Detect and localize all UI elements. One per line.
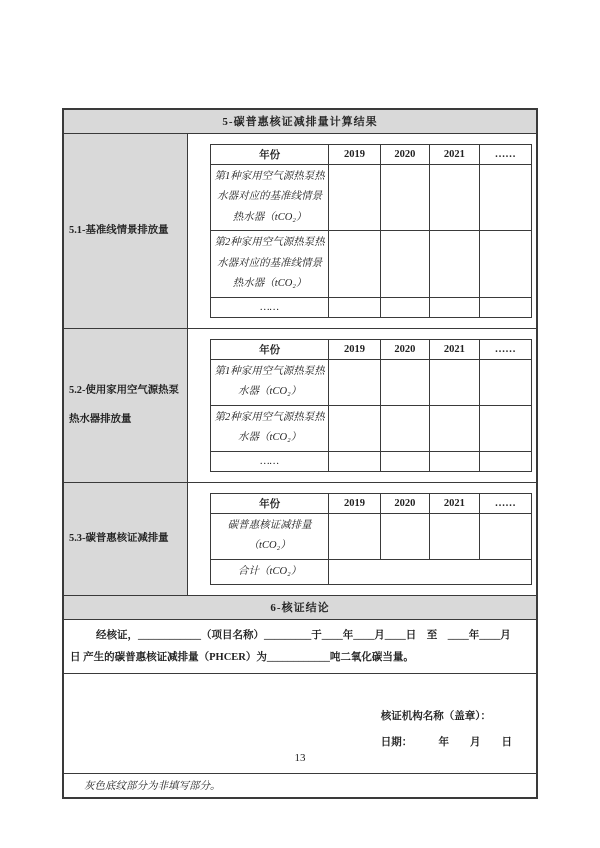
verification-conclusion — [64, 620, 536, 674]
verified-reductions-table — [210, 493, 532, 585]
table-row — [211, 405, 532, 451]
section6-title-bar: 6-核证结论 — [64, 596, 536, 620]
year-header-cell: 年份 — [211, 493, 329, 513]
value-cell[interactable] — [329, 405, 380, 451]
section-5-1 — [64, 134, 536, 329]
value-cell[interactable] — [329, 231, 380, 297]
verification-form-table — [62, 108, 538, 799]
year-2020-cell: 2020 — [380, 145, 429, 165]
value-cell[interactable] — [430, 297, 479, 317]
value-cell[interactable] — [329, 359, 380, 405]
row-label: 碳普惠核证减排量（tCO₂） — [211, 513, 329, 559]
table-row — [211, 559, 532, 584]
section-5-2-label-text: 5.2-使用家用空气源热泵热水器排放量 — [69, 385, 179, 426]
page-number: 13 — [294, 752, 306, 764]
section-5-3 — [64, 483, 536, 596]
year-more-cell: …… — [479, 493, 531, 513]
value-cell[interactable] — [430, 513, 479, 559]
date-label: 日期： 年 月 日 — [380, 737, 512, 749]
conclusion-line-2: 日 产生的碳普惠核证减排量（PHCER）为____________吨二氧化碳当量。 — [70, 652, 414, 664]
row-label-ellipsis: …… — [211, 451, 329, 471]
value-cell[interactable] — [479, 297, 531, 317]
row-label: 第2种家用空气源热泵热水器对应的基准线情景热水器（tCO₂） — [211, 231, 329, 297]
value-cell[interactable] — [380, 165, 429, 231]
year-more-cell: …… — [479, 145, 531, 165]
value-cell[interactable] — [380, 231, 429, 297]
total-value-cell[interactable] — [329, 559, 532, 584]
year-2019-cell: 2019 — [329, 145, 380, 165]
year-2021-cell: 2021 — [430, 145, 479, 165]
value-cell[interactable] — [479, 451, 531, 471]
value-cell[interactable] — [479, 359, 531, 405]
value-cell[interactable] — [380, 297, 429, 317]
value-cell[interactable] — [380, 405, 429, 451]
year-2021-cell: 2021 — [430, 493, 479, 513]
value-cell[interactable] — [430, 231, 479, 297]
shaded-area-note: 灰色底纹部分为非填写部分。 — [84, 781, 221, 793]
section-5-2 — [64, 329, 536, 483]
table-header-row — [211, 339, 532, 359]
section-5-3-label — [64, 483, 188, 595]
section-5-2-label — [64, 329, 188, 482]
value-cell[interactable] — [380, 359, 429, 405]
total-row-label: 合计（tCO₂） — [211, 559, 329, 584]
section-5-3-content — [188, 483, 536, 595]
value-cell[interactable] — [430, 451, 479, 471]
section-5-1-label — [64, 134, 188, 328]
year-2020-cell: 2020 — [380, 493, 429, 513]
row-label: 第1种家用空气源热泵热水器对应的基准线情景热水器（tCO₂） — [211, 165, 329, 231]
year-2021-cell: 2021 — [430, 339, 479, 359]
table-header-row — [211, 493, 532, 513]
value-cell[interactable] — [430, 165, 479, 231]
section-5-1-label-text: 5.1-基准线情景排放量 — [69, 225, 169, 237]
value-cell[interactable] — [329, 297, 380, 317]
year-header-cell: 年份 — [211, 145, 329, 165]
value-cell[interactable] — [479, 513, 531, 559]
value-cell[interactable] — [329, 513, 380, 559]
value-cell[interactable] — [329, 165, 380, 231]
section-5-2-content — [188, 329, 536, 482]
baseline-emissions-table — [210, 144, 532, 318]
table-header-row — [211, 145, 532, 165]
table-row — [211, 165, 532, 231]
signature-block — [381, 704, 512, 756]
row-label: 第2种家用空气源热泵热水器（tCO₂） — [211, 405, 329, 451]
year-2019-cell: 2019 — [329, 339, 380, 359]
value-cell[interactable] — [430, 405, 479, 451]
table-row — [211, 359, 532, 405]
section5-title-bar: 5-碳普惠核证减排量计算结果 — [64, 110, 536, 134]
project-emissions-table — [210, 339, 532, 472]
value-cell[interactable] — [329, 451, 380, 471]
conclusion-line-1: 经核证，____________（项目名称）_________于____年____月____日 至 ____年____月 — [96, 630, 511, 642]
table-row — [211, 297, 532, 317]
value-cell[interactable] — [380, 513, 429, 559]
value-cell[interactable] — [430, 359, 479, 405]
table-row — [211, 231, 532, 297]
verifier-name-stamp-label: 核证机构名称（盖章）： — [380, 711, 491, 723]
row-label: 第1种家用空气源热泵热水器（tCO₂） — [211, 359, 329, 405]
year-2020-cell: 2020 — [380, 339, 429, 359]
value-cell[interactable] — [479, 165, 531, 231]
section-5-1-content — [188, 134, 536, 328]
year-2019-cell: 2019 — [329, 493, 380, 513]
year-header-cell: 年份 — [211, 339, 329, 359]
row-label-ellipsis: …… — [211, 297, 329, 317]
value-cell[interactable] — [479, 405, 531, 451]
value-cell[interactable] — [479, 231, 531, 297]
year-more-cell: …… — [479, 339, 531, 359]
table-row — [211, 451, 532, 471]
section-5-3-label-text: 5.3-碳普惠核证减排量 — [69, 533, 169, 545]
table-row — [211, 513, 532, 559]
value-cell[interactable] — [380, 451, 429, 471]
